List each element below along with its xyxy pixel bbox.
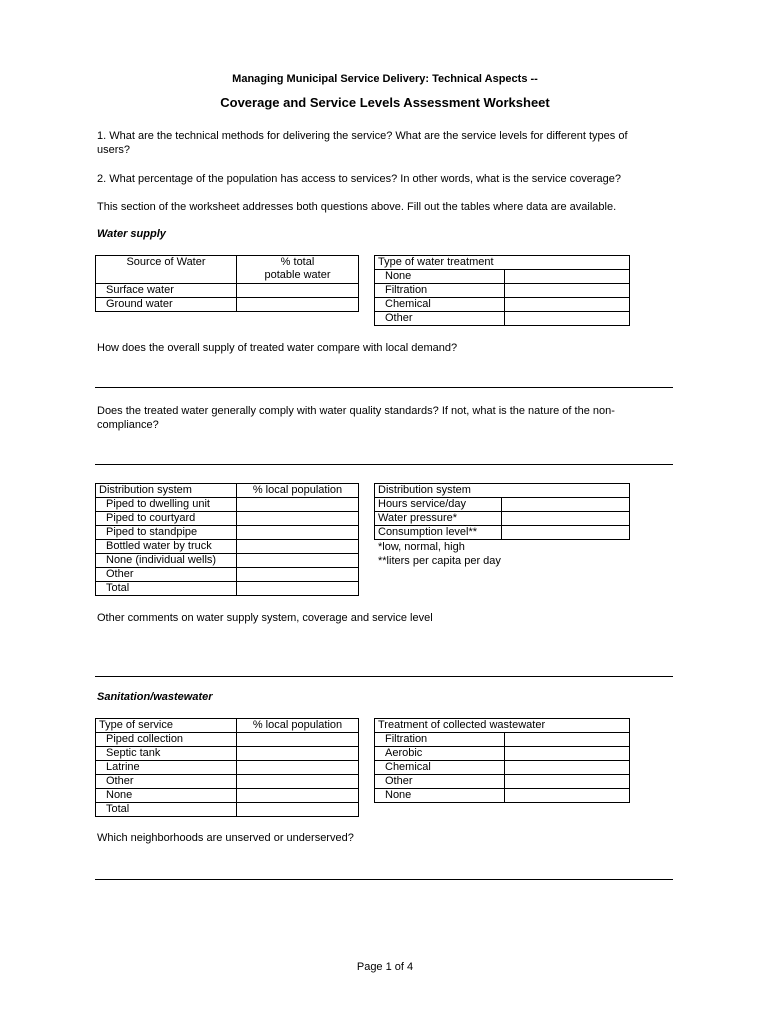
input-ww-filtration[interactable] bbox=[505, 733, 630, 747]
row-hours-service: Hours service/day bbox=[375, 498, 502, 512]
wastewater-treatment-table bbox=[374, 718, 630, 803]
row-water-pressure: Water pressure* bbox=[375, 512, 502, 526]
row-distribution-other: Other bbox=[96, 568, 237, 582]
question-demand: How does the overall supply of treated water compare with local demand? bbox=[97, 342, 458, 354]
row-septic-tank: Septic tank bbox=[96, 747, 237, 761]
input-distribution-total[interactable] bbox=[237, 582, 359, 596]
question-1: 1. What are the technical methods for delivering the service? What are the service levels for different types of users? bbox=[97, 130, 628, 156]
page-number: Page 1 of 4 bbox=[356, 961, 414, 973]
input-piped-dwelling[interactable] bbox=[237, 498, 359, 512]
row-piped-collection: Piped collection bbox=[96, 733, 237, 747]
question-neighborhoods: Which neighborhoods are unserved or underserved? bbox=[97, 832, 354, 844]
section-note: This section of the worksheet addresses both questions above. Fill out the tables where data are available. bbox=[97, 201, 617, 213]
answer-line-quality[interactable] bbox=[95, 464, 673, 465]
row-piped-dwelling: Piped to dwelling unit bbox=[96, 498, 237, 512]
answer-line-comments[interactable] bbox=[95, 676, 673, 677]
row-sanitation-none: None bbox=[96, 789, 237, 803]
row-ww-other: Other bbox=[375, 775, 505, 789]
input-ww-none[interactable] bbox=[505, 789, 630, 803]
input-distribution-other[interactable] bbox=[237, 568, 359, 582]
row-individual-wells: None (individual wells) bbox=[96, 554, 237, 568]
input-treatment-other[interactable] bbox=[505, 312, 630, 326]
col-percent-line1: % total bbox=[280, 256, 315, 268]
input-latrine[interactable] bbox=[237, 761, 359, 775]
input-ground-water[interactable] bbox=[237, 298, 359, 312]
water-treatment-header: Type of water treatment bbox=[375, 256, 630, 270]
input-treatment-filtration[interactable] bbox=[505, 284, 630, 298]
sanitation-service-table bbox=[95, 718, 359, 817]
input-surface-water[interactable] bbox=[237, 284, 359, 298]
doc-title-line1: Managing Municipal Service Delivery: Technical Aspects -- bbox=[232, 73, 538, 85]
distribution-table bbox=[95, 483, 359, 596]
row-piped-courtyard: Piped to courtyard bbox=[96, 512, 237, 526]
sanitation-heading: Sanitation/wastewater bbox=[97, 691, 213, 703]
col-sanitation-population: % local population bbox=[237, 719, 359, 733]
input-treatment-chemical[interactable] bbox=[505, 298, 630, 312]
col-percent-line2: potable water bbox=[264, 269, 331, 281]
water-supply-heading: Water supply bbox=[97, 228, 166, 240]
col-percent-potable bbox=[237, 256, 359, 284]
input-consumption-level[interactable] bbox=[502, 526, 630, 540]
row-consumption-level: Consumption level** bbox=[375, 526, 502, 540]
service-level-header: Distribution system bbox=[375, 484, 630, 498]
row-ww-filtration: Filtration bbox=[375, 733, 505, 747]
input-bottled-water[interactable] bbox=[237, 540, 359, 554]
input-individual-wells[interactable] bbox=[237, 554, 359, 568]
input-sanitation-other[interactable] bbox=[237, 775, 359, 789]
input-piped-standpipe[interactable] bbox=[237, 526, 359, 540]
row-distribution-total: Total bbox=[96, 582, 237, 596]
row-surface-water: Surface water bbox=[96, 284, 237, 298]
input-septic-tank[interactable] bbox=[237, 747, 359, 761]
row-ww-chemical: Chemical bbox=[375, 761, 505, 775]
input-sanitation-none[interactable] bbox=[237, 789, 359, 803]
row-ground-water: Ground water bbox=[96, 298, 237, 312]
input-hours-service[interactable] bbox=[502, 498, 630, 512]
doc-title-line2: Coverage and Service Levels Assessment Worksheet bbox=[220, 95, 550, 110]
row-sanitation-other: Other bbox=[96, 775, 237, 789]
water-treatment-table bbox=[374, 255, 630, 326]
question-quality: Does the treated water generally comply with water quality standards? If not, what is the nature of the non-compliance? bbox=[97, 405, 615, 431]
row-piped-standpipe: Piped to standpipe bbox=[96, 526, 237, 540]
question-2: 2. What percentage of the population has access to services? In other words, what is the service coverage? bbox=[97, 173, 622, 185]
water-source-table bbox=[95, 255, 359, 312]
col-source-of-water: Source of Water bbox=[96, 256, 237, 284]
row-treatment-chemical: Chemical bbox=[375, 298, 505, 312]
wastewater-treatment-header: Treatment of collected wastewater bbox=[375, 719, 630, 733]
answer-line-neighborhoods[interactable] bbox=[95, 879, 673, 880]
footnote-pressure: *low, normal, high bbox=[378, 541, 465, 553]
answer-line-demand[interactable] bbox=[95, 387, 673, 388]
input-treatment-none[interactable] bbox=[505, 270, 630, 284]
row-bottled-water: Bottled water by truck bbox=[96, 540, 237, 554]
input-ww-chemical[interactable] bbox=[505, 761, 630, 775]
row-ww-none: None bbox=[375, 789, 505, 803]
col-type-of-service: Type of service bbox=[96, 719, 237, 733]
row-sanitation-total: Total bbox=[96, 803, 237, 817]
input-ww-other[interactable] bbox=[505, 775, 630, 789]
row-latrine: Latrine bbox=[96, 761, 237, 775]
input-ww-aerobic[interactable] bbox=[505, 747, 630, 761]
row-treatment-filtration: Filtration bbox=[375, 284, 505, 298]
input-piped-courtyard[interactable] bbox=[237, 512, 359, 526]
col-local-population: % local population bbox=[237, 484, 359, 498]
input-water-pressure[interactable] bbox=[502, 512, 630, 526]
input-sanitation-total[interactable] bbox=[237, 803, 359, 817]
input-piped-collection[interactable] bbox=[237, 733, 359, 747]
row-treatment-none: None bbox=[375, 270, 505, 284]
row-treatment-other: Other bbox=[375, 312, 505, 326]
other-comments-label: Other comments on water supply system, coverage and service level bbox=[97, 612, 433, 624]
row-ww-aerobic: Aerobic bbox=[375, 747, 505, 761]
col-distribution-system: Distribution system bbox=[96, 484, 237, 498]
footnote-consumption: **liters per capita per day bbox=[378, 555, 501, 567]
service-level-table bbox=[374, 483, 630, 540]
